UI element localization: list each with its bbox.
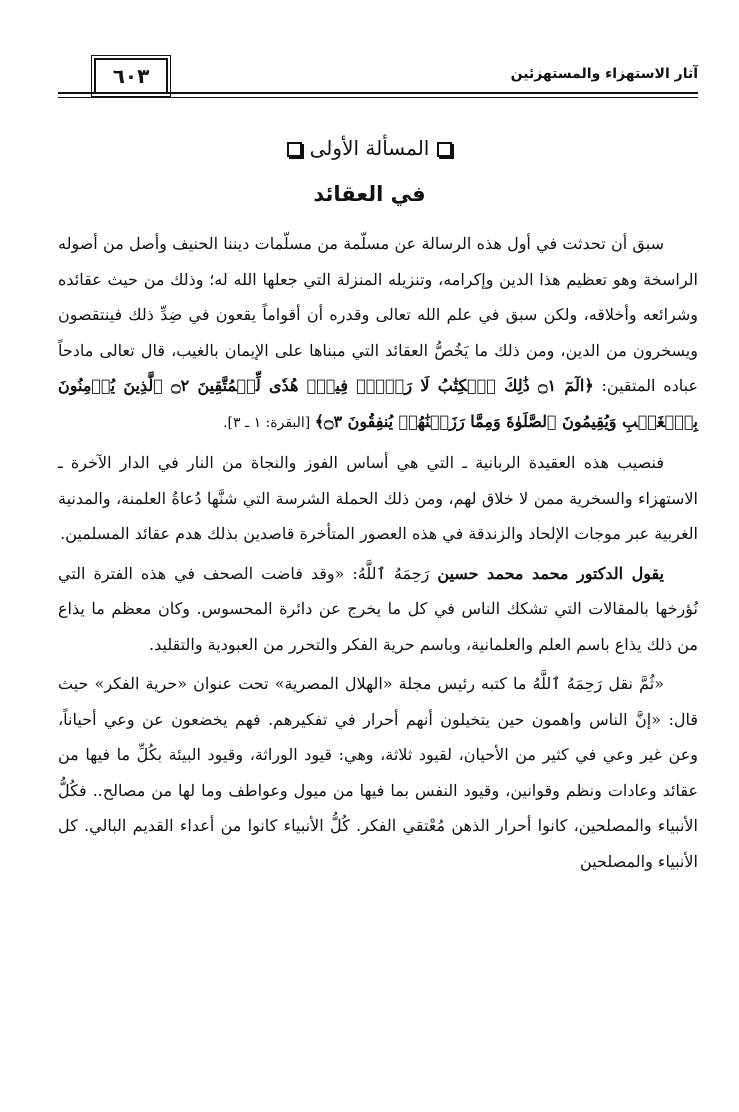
header-rule-thick xyxy=(58,92,698,94)
header-rule-thin xyxy=(58,97,698,98)
verse-reference: [البقرة: ١ ـ ٣]. xyxy=(223,414,315,431)
paragraph-1 xyxy=(58,226,698,441)
page-number-box xyxy=(94,58,168,94)
paragraph-2: فنصيب هذه العقيدة الربانية ـ التي هي أساس الفوز والنجاة من النار في الدار الآخرة ـ الاستهزاء والسخرية ممن لا خلاق لهم، ومن ذلك الحملة الشرسة التي شنَّها دُعاةُ العلمنة، والمدنية الغربية عبر موجات الإلحاد والزندقة في هذه العصور المتأخرة قاصدين بذلك هدم عقائد المسلمين. xyxy=(58,453,698,543)
body-text xyxy=(58,226,698,879)
square-ornament-icon xyxy=(287,142,302,157)
issue-title: المسألة الأولى xyxy=(309,136,430,160)
quran-verse: ﴿الٓمٓ ۝١ ذَٰلِكَ ٱلۡكِتَٰبُ لَا رَيۡبَۛ فِيهِۛ هُدٗى لِّلۡمُتَّقِينَ ۝٢ ٱلَّذِينَ يُؤۡمِنُونَ بِٱلۡغَيۡبِ وَيُقِيمُونَ ٱلصَّلَوٰةَ وَمِمَّا رَزَقۡنَٰهُمۡ يُنفِقُونَ ۝٣﴾ xyxy=(58,376,698,431)
page-header xyxy=(58,58,698,98)
running-title: آثار الاستهزاء والمستهزئين xyxy=(510,66,698,82)
paragraph-3-text: رَحِمَهُ ٱللَّهُ: «وقد فاضت الصحف في هذه الفترة التي نُؤرخها بالمقالات التي تشكك الناس في كل ما يخرج عن دائرة المحسوس. وكان معظم ما يذاع من ذلك يذاع باسم العلم والعلمانية، وباسم حرية الفكر والتحرر من العبودية والتقليد. xyxy=(58,563,698,654)
author-name: يقول الدكتور محمد محمد حسين xyxy=(437,563,665,583)
section-subject: في العقائد xyxy=(313,182,426,206)
page-number: ٦٠٣ xyxy=(112,64,150,88)
square-ornament-icon xyxy=(437,142,452,157)
paragraph-3 xyxy=(58,556,698,663)
paragraph-4: «ثُمَّ نقل رَحِمَهُ ٱللَّهُ ما كتبه رئيس مجلة «الهلال المصرية» تحت عنوان «حرية الفكر» حيث قال: «إنَّ الناس واهمون حين يتخيلون أنهم أحرار في تفكيرهم. فهم يخضعون عن وعي أحياناً، وعن غير وعي في كثير من الأحيان، لقيود ثلاثة، وهي: قيود الوراثة، وقيود البيئة بكُلِّ ما فيها من عقائد وعادات ونظم وقوانين، وقيود النفس بما فيها من ميول وعواطف وما لها من مصالح.. فكُلُّ الأنبياء والمصلحين، كانوا أحرار الذهن مُعْتقي الفكر. كُلُّ الأنبياء كانوا من أعداء القديم البالي. كل الأنبياء والمصلحين xyxy=(58,674,698,871)
section-heading xyxy=(0,136,739,160)
paragraph-1-text: سبق أن تحدثت في أول هذه الرسالة عن مسلّمة من مسلّمات ديننا الحنيف وأصل من أصوله الراسخة وهو تعظيم هذا الدين وإكرامه، وتنزيله المنزلة التي جعلها الله له؛ وذلك من حيث عقائده وشرائعه وأخلاقه، ولكن سبق في علم الله تعالى وقدره أن أقواماً يقعون في ضِدِّ ذلك فينتقصون ويسخرون من الدين، ومن ذلك ما يَخُصُّ العقائد التي مبناها على الإيمان بالغيب، قال تعالى مادحاً عباده المتقين: xyxy=(58,234,699,395)
